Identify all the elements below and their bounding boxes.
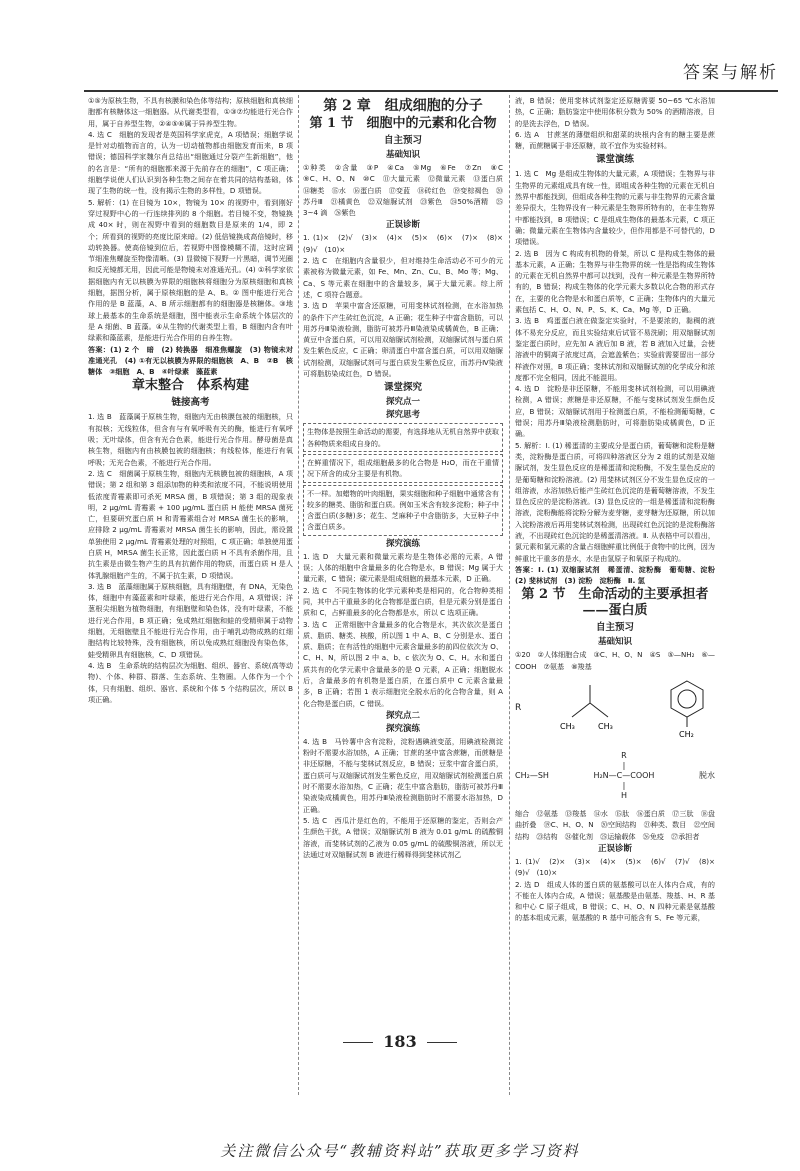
paragraph: 3. 选 B 蓝藻细胞属于原核细胞，具有细胞壁，有 DNA，无染色体，细胞中有藻蓝素和叶绿素，能进行光合作用，A 项错误；洋葱根尖细胞为植物细胞，有细胞壁和染色体，没有叶绿素，不能进行光合作用，B 项正确；兔成熟红细胞和蛙的受精卵属于动物细胞，无细胞壁且不能进行光合作用，由于哺乳动物成熟的红细胞结构比较特殊，没有细胞核，所以兔成熟红细胞没有染色体，蛙受精卵具有细胞核，C、D 项错误。	[88, 581, 293, 659]
tip-box	[303, 454, 503, 483]
amino-acid-general-formula	[515, 746, 715, 806]
basic-knowledge-title: 基础知识	[597, 637, 632, 648]
chapter-summary-title: 章末整合 体系构建	[131, 378, 249, 394]
tip-box	[303, 485, 503, 536]
paragraph: 5. 解析：Ⅰ. (1) 稀蛋清的主要成分是蛋白质，葡萄糖和淀粉是糖类，淀粉酶是蛋白质，可将四种溶液区分为 2 组的试剂是双缩脲试剂，发生显色反应的是稀蛋清和淀粉酶，不发生显色反应的是葡萄糖和淀粉溶液。(2) 用斐林试剂区分不发生显色反应的一组溶液，水浴加热后能产生砖红色沉淀的是葡萄糖溶液，不发生显色反应的是淀粉溶液。(3) 显色反应的一组是稀蛋清和淀粉酶溶液，淀粉酶能将淀粉分解为麦芽糖，麦芽糖为还原糖，所以加入淀粉溶液后再用斐林试剂检测，出现砖红色沉淀的是淀粉酶溶液，不出现砖红色沉淀的是稀蛋清溶液。Ⅱ. 从表格中可以看出，氯元素和氯元素的含量占细胞鲜重比例低于食物中的比例，因为鲜重比干重多的是水，水是由氢原子和氧原子构成的。	[515, 440, 715, 563]
paragraph: 2. 选 D 组成人体的蛋白质的氨基酸可以在人体内合成，有的不能在人体内合成，A 错误；氨基酸是由氨基、羧基、H、R 基和中心 C 原子组成，B 错误；C、H、O、N 四种元素是氨基酸的基本组成元素，氨基酸的 R 基中可能含有 S、Fe 等元素，	[515, 879, 715, 923]
general-formula: R | H₂N—C—COOH | H	[593, 751, 655, 801]
inquiry-thinking-title: 探究思考	[385, 410, 420, 421]
paragraph: 2. 选 C 在细胞内含量很少，但对维持生命活动必不可少的元素被称为微量元素，如 Fe、Mn、Zn、Cu、B、Mo 等；Mg、Ca、S 等元素在细胞中的含量较多，属于大量元素。综上所述，C 项符合题意。	[303, 256, 503, 299]
ch2-label: CH₂	[678, 730, 694, 740]
column-left	[88, 95, 293, 1095]
inquiry-drill-title: 探究演练	[385, 538, 420, 549]
paragraph: 1. 选 D 大量元素和微量元素均是生物体必需的元素，A 错误；人体的细胞中含量最多的化合物是水，B 错误；Mg 属于大量元素，C 错误；碳元素是组成细胞的最基本元素，D 正确。	[303, 551, 503, 584]
paragraph: 1. 选 C Mg 是组成生物体的大量元素，A 项错误；生物界与非生物界的元素组成具有统一性，即组成各种生物的元素在无机自然界中都能找到，但组成各种生物的元素与非生物界的元素含量差异很大，生物界没有一种元素是生物界所特有的，在非生物界中都能找到，B 项错误；C 是组成生物体的最基本元素，C 项正确；微量元素在生物体内含量较少，但作用都是不可替代的，D 项错误。	[515, 169, 715, 247]
isopropyl-structure	[560, 681, 620, 737]
paragraph: 5. 解析：(1) 在目镜为 10×，物镜为 10× 的视野中，看到刚好穿过视野中心的一行连续排列的 8 个细胞。若目镜不变，物镜换成 40× 时，则在视野中看到的细胞数目是原来的 1/4，即 2 个；所看到的视野的亮度比原来暗。(2) 低倍镜换成高倍镜时，移动转换器。使高倍镜到位后，若视野中图像模糊不清，这时应调节细准焦螺旋至物像清晰。(3) 显微镜下视野一片黑暗，调节光圈和反光镜都无用，因此可能是物镜未对准通光孔。(4) ①科学家依据细胞内有无以核膜为界限的细胞核将细胞分为原核细胞和真核细胞，据图分析，属于原核细胞的是 A、B。② 图中能进行光合作用的是 B 蓝藻，A、B 所示细胞都有的细胞器是核糖体。③地球上最基本的生命系统是细胞，图中能表示生命系统个体层次的是 A 细菌、B 蓝藻。④从生物的代谢类型上看，B 细胞内含有叶绿素和藻蓝素，是能进行光合作用的自养生物。	[88, 197, 293, 343]
column-middle	[303, 95, 511, 1095]
diagnosis-title: 正误诊断	[385, 220, 420, 231]
answer-paragraph: 答案：(1) 2 个 暗 (2) 转换器 细准焦螺旋 (3) 物镜未对准通光孔 (4) ①有无以核膜为界限的细胞核 A、B ②B 核糖体 ③细胞 A、B ④叶绿素 藻蓝素	[88, 344, 293, 377]
inquiry-point-1-title: 探究点一	[385, 397, 420, 408]
paragraph: ①⑤为原核生物，不具有核膜和染色体等结构；原核细胞和真核细胞都有核糖体这一细胞器。从代谢类型看，①③⑦均能进行光合作用，属于自养型生物，②④⑤⑥属于异养型生物。	[88, 96, 293, 128]
paragraph: 液，B 错误；使用斐林试剂鉴定还原糖需要 50~65 ℃水浴加热，C 正确；脂肪鉴定中使用体积分数为 50% 的酒精溶液，目的是洗去浮色，D 错误。	[515, 96, 715, 128]
diagnosis-text: 1. (1)√ (2)× (3)× (4)× (5)× (6)√ (7)√ (8)× (9)√ (10)×	[515, 856, 723, 878]
paragraph: 2. 选 B 因为 C 构成有机物的骨架，所以 C 是构成生物体的最基本元素，A 正确；生物界与非生物界的统一性是指构成生物体的元素在无机自然界中都可以找到，没有一种元素是生物界所特有的，B 错误；构成生物体的化学元素大多数以化合物的形式存在，主要的化合物是水和蛋白质等，C 正确；生物体内的大量元素包括 C、H、O、N、P、S、K、Ca、Mg 等，D 正确。	[515, 248, 715, 315]
class-inquiry-title: 课堂探究	[383, 382, 422, 394]
cysteine-group: CH₂—SH	[515, 771, 549, 781]
paragraph: 3. 选 B 鸡蛋蛋白液在做鉴定实验时，不是要浓的，黏稠的液体不易充分反应，而且实验结束后试管不易洗刷；用双缩脲试剂鉴定蛋白质时，应先加 A 液后加 B 液，若 B 液加入过量，会使溶液中的铜离子浓度过高，会遮盖紫色；实验前需要留出一部分样液作对照，B 项正确；斐林试剂和双缩脲试剂的化学成分和浓度都不完全相同，因此不能混用。	[515, 316, 715, 382]
section-title: 第 1 节 细胞中的元素和化合物	[309, 116, 497, 131]
paragraph: 6. 选 A 甘蔗茎的薄壁组织和甜菜的块根内含有的糖主要是蔗糖，而蔗糖属于非还原糖，故不宜作为实验材料。	[515, 129, 715, 151]
header-title: 答案与解析	[683, 63, 778, 83]
section-2-title: 第 2 节 生命活动的主要承担者——蛋白质	[521, 587, 709, 619]
class-drill-title: 课堂演练	[595, 154, 634, 166]
basic-knowledge-text: 缩合 ⑫氨基 ⑬羧基 ⑭水 ⑮肽 ⑯蛋白质 ⑰三肽 ⑱盘曲折叠 ⑲C、H、O、N ⑳空间结构 ㉑种类、数目 ㉒空间结构 ㉓结构 ㉔催化剂 ㉕运输载体 ㉖免疫 ㉗承担者	[515, 809, 715, 841]
paragraph: 3. 选 C 正常细胞中含量最多的化合物是水，其次依次是蛋白质、脂质、糖类、核酸，所以图 1 中 A、B、C 分别是水、蛋白质、脂质；在有活性的细胞中元素含量最多的前四位依次为 O、C、H、N，所以图 2 中 a、b、c 依次为 O、C、H。水和蛋白质共有的化学元素中含量最多的是 O 元素，A 正确；细胞脱水后，含量最多的有机物是蛋白质，在蛋白质中 C 元素含量最多，B 正确；若图 1 表示细胞完全脱水后的化合物含量，则 A 化合物是蛋白质，C 错误。	[303, 619, 503, 708]
paragraph: 4. 选 B 生命系统的结构层次为细胞、组织、器官、系统(高等动物)、个体、种群、群落、生态系统、生物圈。人体作为一个个体，只有细胞、组织、器官、系统和个体 5 个结构层次，所以 B 项正确。	[88, 660, 293, 704]
preview-title: 自主预习	[595, 622, 634, 634]
page-header	[84, 50, 778, 92]
paragraph: 4. 选 D 淀粉是非还原糖，不能用斐林试剂检测，可以用碘液检测，A 错误；蔗糖是非还原糖，不能与斐林试剂发生颜色反应，B 错误；双缩脲试剂用于检测蛋白质，不能检测葡萄糖，C 错误；用苏丹Ⅲ染液检测脂肪时，可将脂肪染成橘黄色，D 正确。	[515, 384, 715, 439]
tip-box	[303, 423, 503, 452]
tip-text: 在鲜重情况下，组成细胞最多的化合物是 H₂O，而在干重情况下所含的成分主要是有机物。	[307, 457, 499, 479]
link-gaokao-title: 链接高考	[171, 397, 210, 409]
amino-acid-structures	[515, 675, 715, 743]
column-divider	[298, 95, 299, 1095]
preview-title: 自主预习	[383, 135, 422, 146]
benzyl-structure	[659, 677, 715, 741]
tip-text: 不一样。加蜡物的叶肉细胞，果实细胞和种子细胞中通常含有较多的糖类、脂肪和蛋白质。例如玉米含有较多淀粉；种子中含蛋白质(多糖)多；花生、芝麻种子中含脂肪多，大豆种子中含蛋白质多。	[307, 488, 499, 532]
paragraph: 1. 选 B 蓝藻属于原核生物，细胞内无由核膜包被的细胞核，只有拟核；无线粒体，但含有与有氧呼吸有关的酶，能进行有氧呼吸；无叶绿体，但含有光合色素，能进行光合作用。酵母菌是真核生物，细胞内有由核膜包被的细胞核；有线粒体，能进行有氧呼吸；无光合色素，不能进行光合作用。	[88, 412, 293, 467]
footer-note: 关注微信公众号“教辅资料站”获取更多学习资料	[220, 1142, 580, 1160]
chapter-title: 第 2 章 组成细胞的分子	[323, 98, 483, 114]
basic-knowledge-text: ①20 ②人体细胞合成 ③C、H、O、N ④S ⑤—NH₂ ⑥—COOH ⑦氨基 ⑧羧基	[515, 650, 715, 671]
ch3-label-right: CH₃	[598, 722, 613, 732]
diagnosis-text: 1. (1)× (2)√ (3)× (4)× (5)× (6)× (7)× (8)× (9)√ (10)×	[303, 233, 511, 254]
tip-text: 生物体是按照生命活动的需要，有选择地从无机自然界中获取各种物质来组成自身的。	[307, 427, 499, 448]
basic-knowledge-title: 基础知识	[385, 150, 420, 160]
diagnosis-title: 正误诊断	[597, 843, 632, 854]
formula-main: H₂N—C—COOH	[593, 771, 655, 781]
sh-label: SH	[537, 771, 549, 781]
r-group-label: R	[515, 703, 522, 714]
paragraph: 2. 选 C 细菌属于原核生物，细胞内无核膜包被的细胞核，A 项错误；第 2 组和第 3 组添加物的种类和浓度不同，不能说明使用低浓度青霉素即可杀死 MRSA 菌，B 项错误；第 3 组的现象表明，2 μg/mL 青霉素 + 100 μg/mL 蛋白质 H 能使 MRSA 菌死亡，但要研究蛋白质 H 和青霉素组合对 MRSA 菌生长的影响，应排除 2 μg/mL 青霉素对 MRSA 菌生长的影响，因此，需设置单独使用 2 μg/mL 青霉素处理的对照组，C 项正确；单独使用蛋白质 H，MRSA 菌生长正常，因此蛋白质 H 不具有杀菌作用，且抗生素是由微生物产生的具有抗菌作用的物质，而蛋白质 H 是人体乳腺细胞产生的，不属于抗生素，D 项错误。	[88, 468, 293, 580]
paragraph: 4. 选 C 细胞的发现者是英国科学家虎克，A 项错误；细胞学说是针对动植物而言的，认为一切动植物都由细胞发育而来，B 项错误；德国科学家魏尔肖总结出“细胞通过分裂产生新细胞”，他的名言是：“所有的细胞都来源于先前存在的细胞”，C 项正确；细胞学说使人们认识到各种生物之间存在着共同的结构基础，体现了生物的统一性，没有揭示生物的多样性，D 项错误。	[88, 129, 293, 196]
paragraph: 2. 选 C 不同生物体的化学元素种类是相同的，化合物种类相同，其中占干重最多的化合物都是蛋白质，但是元素分别是蛋白质和 C，占鲜重最多的化合物都是水，所以 C 选项正确。	[303, 585, 503, 618]
dehydration-label: 脱水	[699, 771, 715, 781]
paragraph: 5. 选 C 西瓜汁是红色的，不能用于还原糖的鉴定，否则会产生颜色干扰，A 错误；双缩脲试剂 B 液为 0.01 g/mL 的硫酸铜溶液，而斐林试剂的乙液为 0.05 g/mL 的硫酸铜溶液，所以无法通过对双缩脲试剂 B 液进行稀释得到斐林试剂乙	[303, 815, 503, 859]
page-number: 183	[0, 1032, 800, 1051]
ch2-label: CH₂	[515, 771, 530, 781]
formula-h: H	[620, 791, 627, 801]
formula-r: R	[621, 751, 627, 761]
inquiry-point-2-title: 探究点二	[385, 710, 420, 721]
basic-knowledge-text: ①种类 ②含量 ③P ④Ca ⑤Mg ⑥Fe ⑦Zn ⑧C ⑨C、H、O、N ⑩C ⑪大量元素 ⑫微量元素 ⑬蛋白质 ⑭糖类 ⑮水 ⑯蛋白质 ⑰变蓝 ⑱砖红色 ⑲变棕褐色 ⑳苏丹Ⅲ ㉑橘黄色 ㉒双缩脲试剂 ㉓紫色 ㉔50%酒精 ㉕3~4 滴 ㉖紫色	[303, 163, 511, 218]
column-right	[515, 95, 723, 1095]
answer-paragraph: 答案：Ⅰ. (1) 双缩脲试剂 稀蛋清、淀粉酶 葡萄糖、淀粉 (2) 斐林试剂 (3) 淀粉 淀粉酶 Ⅱ. 氢	[515, 564, 723, 586]
ch3-label-left: CH₃	[560, 722, 575, 732]
paragraph: 4. 选 B 马铃薯中含有淀粉，淀粉遇碘液变蓝，用碘液检测淀粉时不需要水浴加热，A 正确；甘蔗的茎中富含蔗糖，而蔗糖是非还原糖，不能与斐林试剂反应，B 错误；豆浆中富含蛋白质，蛋白质可与双缩脲试剂发生紫色反应，用双缩脲试剂检测蛋白质时不需要水浴加热，C 正确；花生中富含脂肪，脂肪可被苏丹Ⅲ染液染成橘黄色，用苏丹Ⅲ染液检测脂肪时不需要水浴加热，D 正确。	[303, 736, 503, 814]
column-divider	[509, 95, 510, 1095]
inquiry-drill-2-title: 探究演练	[385, 723, 420, 734]
paragraph: 3. 选 D 苹果中富含还原糖，可用斐林试剂检测，在水浴加热的条件下产生砖红色沉淀，A 正确；花生种子中富含脂肪，可以用苏丹Ⅲ染液检测，脂肪可被苏丹Ⅲ染液染成橘黄色，B 正确；黄豆中含蛋白质，可以用双缩脲试剂检测，双缩脲试剂与蛋白质发生紫色反应，C 正确；卵清蛋白中富含蛋白质，可以用双缩脲试剂检测，双缩脲试剂可与蛋白质发生紫色反应，而苏丹Ⅳ染液可将脂肪染成红色，D 错误。	[303, 301, 503, 379]
